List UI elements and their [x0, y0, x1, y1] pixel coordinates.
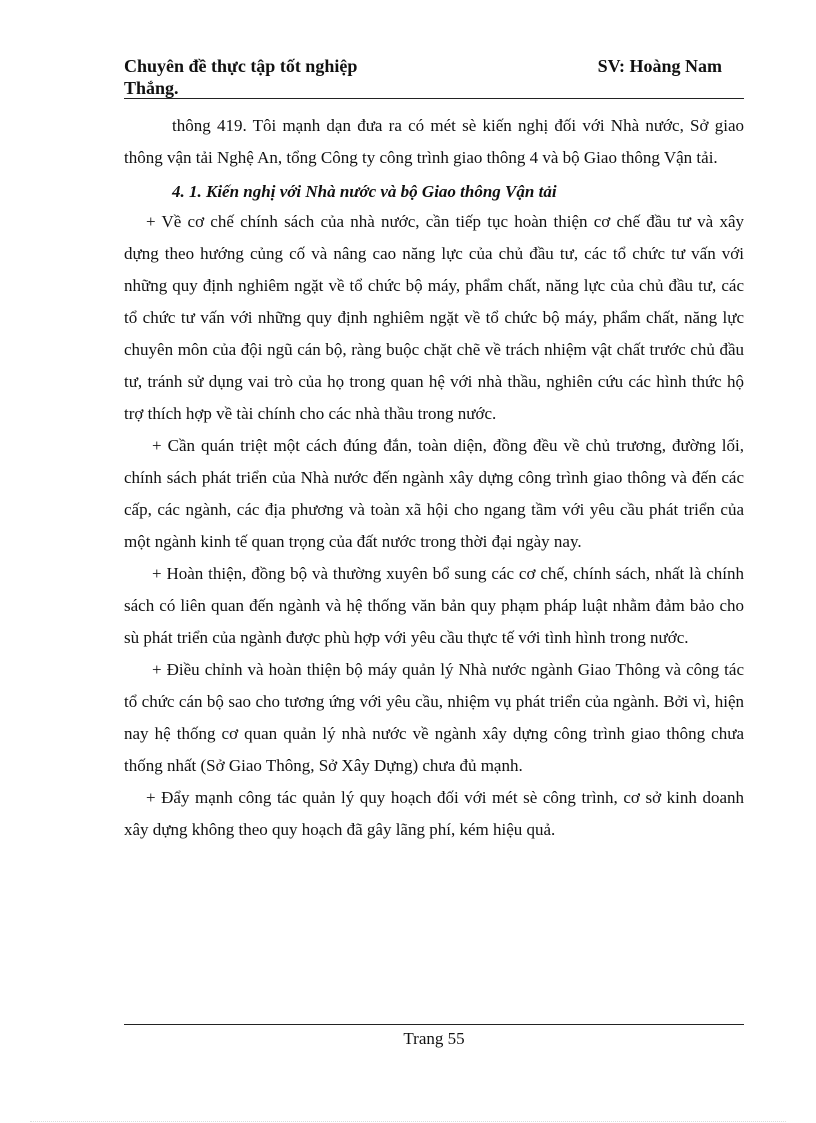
paragraph-management: + Điều chỉnh và hoàn thiện bộ máy quản lý Nhà nước ngành Giao Thông và công tác tổ chức cán bộ sao cho tương ứng với yêu cầu, nhiệm vụ phát triển của ngành. Bởi vì, hiện nay hệ thống cơ quan quản lý nhà nước về ngành xây dựng công trình giao thông chưa thống nhất (Sở Giao Thông, Sở Xây Dựng) chưa đủ mạnh. [124, 660, 744, 775]
header-student: SV: Hoàng Nam [597, 56, 722, 76]
page-body [124, 110, 744, 846]
page-edge-marker [30, 1121, 786, 1122]
section-heading: 4. 1. Kiến nghị với Nhà nước và bộ Giao thông Vận tải [172, 182, 557, 201]
page-number: Trang 55 [403, 1029, 465, 1048]
paragraph-policy: + Cần quán triệt một cách đúng đắn, toàn diện, đồng đều về chủ trương, đường lối, chính sách phát triển của Nhà nước đến ngành xây dựng công trình giao thông và đến các cấp, các ngành, các địa phương và toàn xã hội cho ngang tầm với yêu cầu phát triển của một ngành kinh tế quan trọng của đất nước trong thời đại ngày nay. [124, 436, 744, 551]
paragraph-legal: + Hoàn thiện, đồng bộ và thường xuyên bổ sung các cơ chế, chính sách, nhất là chính sách có liên quan đến ngành và hệ thống văn bản quy phạm pháp luật nhằm đảm bảo cho sù phát triển của ngành được phù hợp với yêu cầu thực tế với tình hình trong nước. [124, 564, 744, 647]
header-title [124, 55, 544, 99]
paragraph-planning: + Đẩy mạnh công tác quản lý quy hoạch đối với mét sè công trình, cơ sở kinh doanh xây dựng không theo quy hoạch đã gây lãng phí, kém hiệu quả. [124, 788, 744, 839]
header-divider [124, 98, 744, 99]
header-title-line1: Chuyên đề thực tập tốt nghiệp [124, 56, 358, 76]
paragraph-mechanism: + Về cơ chế chính sách của nhà nước, cần tiếp tục hoàn thiện cơ chế đầu tư và xây dựng theo hướng củng cố và nâng cao năng lực của chủ đầu tư, các tổ chức tư vấn với những quy định nghiêm ngặt về tổ chức bộ máy, phẩm chất, năng lực của chủ đầu tư, các tổ chức tư vấn với những quy định nghiêm ngặt về tổ chức bộ máy, phẩm chất, năng lực chuyên môn của đội ngũ cán bộ, ràng buộc chặt chẽ về trách nhiệm vật chất trước chủ đầu tư, tránh sử dụng vai trò của họ trong quan hệ với nhà thầu, nghiên cứu các hình thức hộ trợ thích hợp về tài chính cho các nhà thầu trong nước. [124, 212, 744, 423]
footer-divider [124, 1024, 744, 1025]
paragraph-intro: thông 419. Tôi mạnh dạn đưa ra có mét sè kiến nghị đối với Nhà nước, Sở giao thông vận tải Nghệ An, tổng Công ty công trình giao thông 4 và bộ Giao thông Vận tải. [124, 116, 744, 167]
header-title-line2: Thắng. [124, 78, 179, 98]
